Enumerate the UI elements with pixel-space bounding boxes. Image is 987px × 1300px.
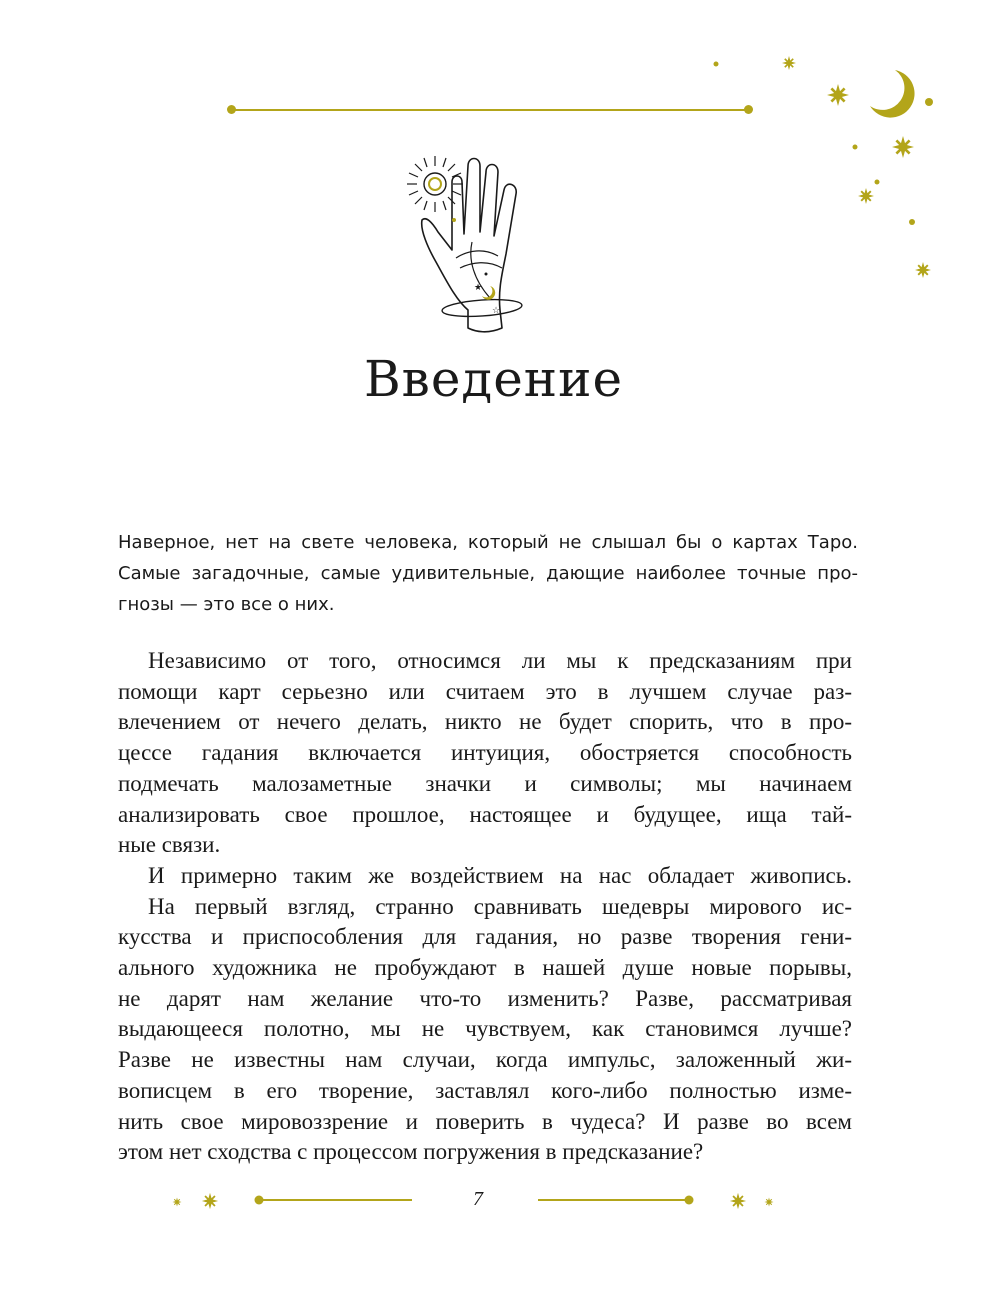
star-icon bbox=[827, 84, 849, 106]
lead-paragraph bbox=[118, 527, 858, 620]
body-line: кусства и приспособления для гадания, но разве творения гени- bbox=[118, 924, 852, 950]
body-text bbox=[118, 646, 852, 1168]
star-icon bbox=[173, 1198, 182, 1207]
star-icon bbox=[765, 1198, 774, 1207]
body-line: нить свое мировоззрение и поверить в чудеса? И разве во всем bbox=[118, 1108, 852, 1134]
body-line: выдающееся полотно, мы не чувствуем, как становимся лучше? bbox=[118, 1016, 852, 1042]
body-line: не дарят нам желание что-то изменить? Разве, рассматривая bbox=[118, 985, 852, 1011]
body-line: анализировать свое прошлое, настоящее и будущее, ища тай- bbox=[118, 801, 852, 827]
lead-line: гнозы — это все о них. bbox=[118, 594, 335, 615]
star-icon bbox=[915, 262, 931, 278]
body-line: ные связи. bbox=[118, 832, 221, 858]
body-line: Независимо от того, относимся ли мы к предсказаниям при bbox=[148, 648, 852, 673]
body-line: И примерно таким же воздействием на нас обладает живопись. bbox=[148, 862, 852, 888]
body-line: влечением от нечего делать, никто не будет спорить, что в про- bbox=[118, 709, 852, 735]
body-line: цессе гадания включается интуиция, обостряется способность bbox=[118, 740, 852, 766]
body-line: подмечать малозаметные значки и символы; мы начинаем bbox=[118, 770, 852, 796]
crescent-moon-icon bbox=[870, 70, 915, 118]
star-icon bbox=[202, 1193, 218, 1209]
star-icon bbox=[892, 136, 914, 158]
body-line: ального художника не пробуждают в нашей душе новые порывы, bbox=[118, 955, 852, 981]
svg-text:☆: ☆ bbox=[492, 306, 501, 316]
page-title: Введение bbox=[363, 350, 624, 408]
body-line: Разве не известны нам случаи, когда импульс, заложенный жи- bbox=[118, 1047, 852, 1073]
page-number: 7 bbox=[473, 1188, 483, 1210]
body-line: помощи карт серьезно или считаем это в лучшем случае раз- bbox=[118, 678, 852, 704]
lead-line: Самые загадочные, самые удивительные, дающие наиболее точные про- bbox=[118, 563, 858, 584]
star-icon bbox=[730, 1193, 746, 1209]
body-line: вописцем в его творение, заставлял кого-либо полностью изме- bbox=[118, 1077, 852, 1103]
body-line: На первый взгляд, странно сравнивать шедевры мирового ис- bbox=[148, 893, 852, 919]
body-line: этом нет сходства с процессом погружения в предсказание? bbox=[118, 1139, 704, 1165]
star-icon bbox=[858, 188, 874, 204]
palm-hand-icon bbox=[398, 150, 538, 350]
lead-line: Наверное, нет на свете человека, который не слышал бы о картах Таро. bbox=[118, 532, 858, 553]
footer-decoration bbox=[0, 1181, 987, 1221]
star-icon bbox=[782, 56, 796, 70]
svg-text:★: ★ bbox=[474, 283, 483, 293]
